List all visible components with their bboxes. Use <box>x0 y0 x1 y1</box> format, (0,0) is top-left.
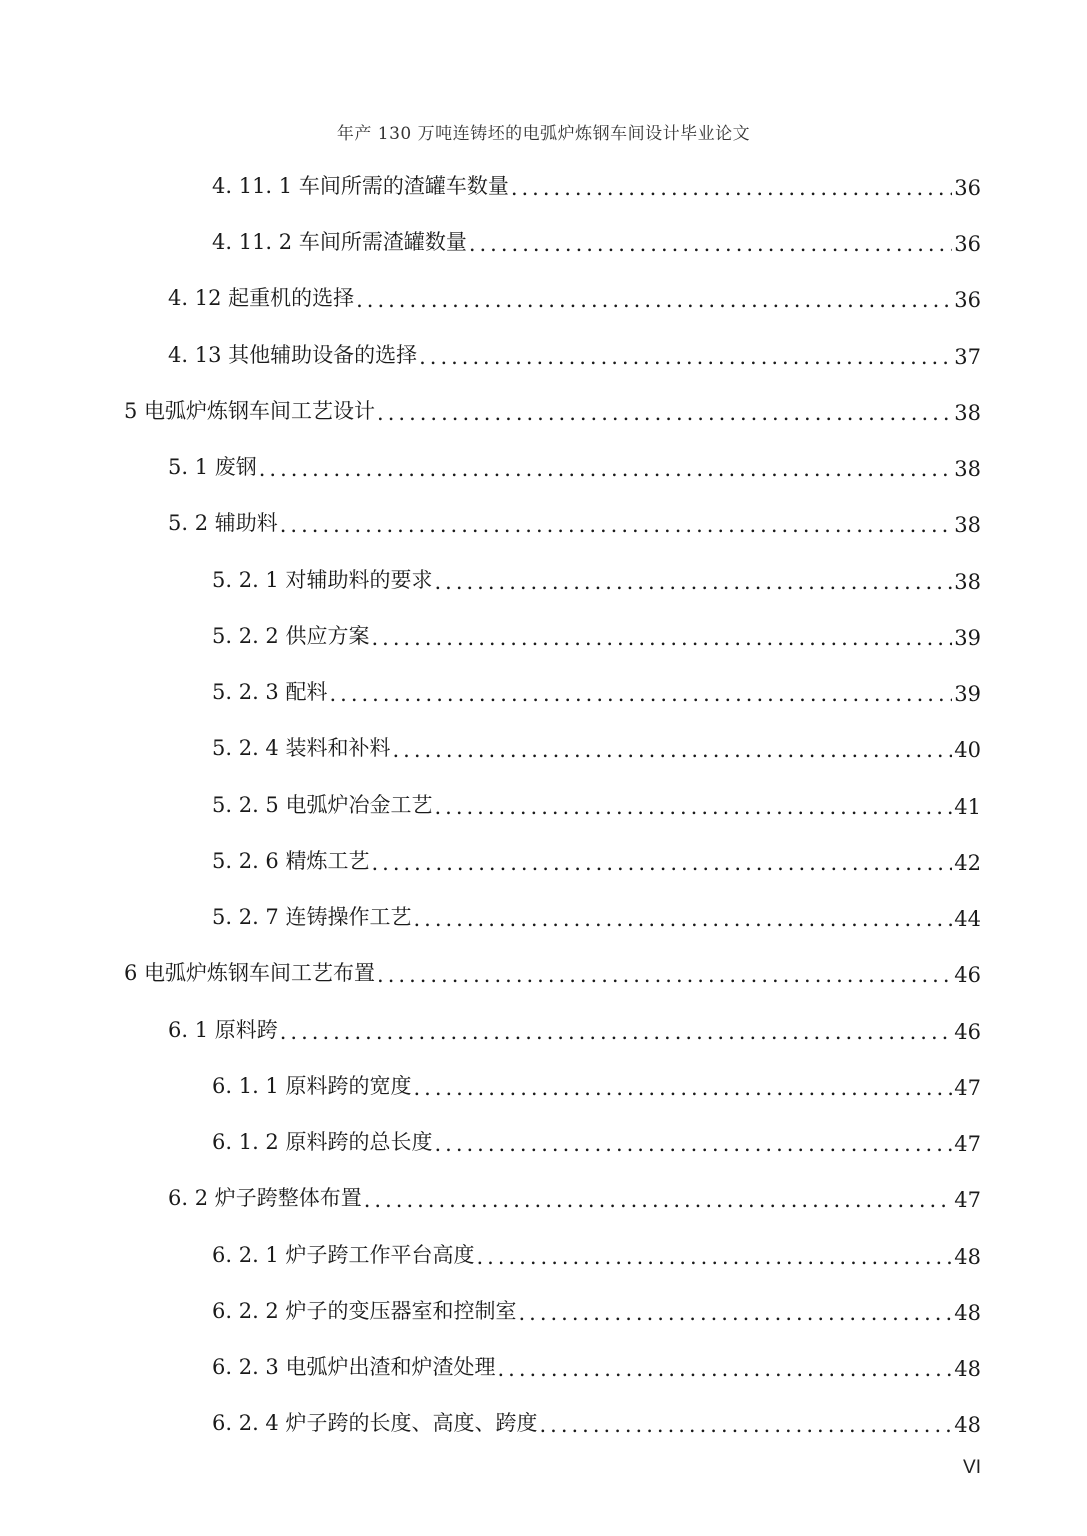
toc-entry-page: 37 <box>954 345 981 369</box>
page-header-title: 年产 130 万吨连铸坯的电弧炉炼钢车间设计毕业论文 <box>336 124 751 144</box>
toc-dot-leader <box>434 795 952 819</box>
toc-entry-title: 5. 1 废钢 <box>168 455 257 479</box>
toc-entry-page: 42 <box>954 851 981 875</box>
toc-entry-page: 47 <box>954 1132 981 1156</box>
toc-entry-title: 4. 13 其他辅助设备的选择 <box>168 343 418 367</box>
toc-dot-leader <box>377 401 952 425</box>
toc-entry[interactable] <box>212 1285 981 1325</box>
toc-entry-page: 47 <box>954 1188 981 1212</box>
toc-entry-title: 6. 2. 1 炉子跨工作平台高度 <box>212 1243 475 1267</box>
toc-entry-title: 6 电弧炉炼钢车间工艺布置 <box>124 961 376 985</box>
toc-entry[interactable] <box>212 1397 981 1437</box>
toc-dot-leader <box>413 907 952 931</box>
toc-entry-page: 47 <box>954 1076 981 1100</box>
toc-dot-leader <box>259 457 953 481</box>
toc-entry-title: 5. 2. 4 装料和补料 <box>212 736 391 760</box>
toc-entry-page: 38 <box>954 570 981 594</box>
toc-entry-page: 41 <box>954 795 981 819</box>
toc-entry-page: 40 <box>954 738 981 762</box>
toc-entry[interactable] <box>212 835 981 875</box>
toc-entry[interactable] <box>212 554 981 594</box>
toc-entry[interactable] <box>212 666 981 706</box>
toc-dot-leader <box>371 626 952 650</box>
toc-entry[interactable] <box>124 385 981 425</box>
toc-entry-title: 6. 2. 3 电弧炉出渣和炉渣处理 <box>212 1355 496 1379</box>
toc-entry-title: 5. 2. 2 供应方案 <box>212 624 370 648</box>
toc-entry[interactable] <box>212 1116 981 1156</box>
toc-entry-page: 44 <box>954 907 981 931</box>
toc-entry[interactable] <box>168 1172 981 1212</box>
toc-entry-title: 5. 2 辅助料 <box>168 511 278 535</box>
toc-dot-leader <box>413 1076 952 1100</box>
toc-entry-title: 5. 2. 7 连铸操作工艺 <box>212 905 412 929</box>
toc-dot-leader <box>280 1020 953 1044</box>
toc-entry-page: 39 <box>954 626 981 650</box>
toc-entry-page: 36 <box>954 232 981 256</box>
toc-dot-leader <box>518 1301 952 1325</box>
toc-dot-leader <box>356 288 952 312</box>
toc-entry[interactable] <box>212 779 981 819</box>
toc-dot-leader <box>419 345 952 369</box>
toc-dot-leader <box>539 1413 952 1437</box>
toc-dot-leader <box>392 738 952 762</box>
toc-entry-title: 6. 1. 2 原料跨的总长度 <box>212 1130 433 1154</box>
toc-entry-page: 38 <box>954 513 981 537</box>
toc-entry[interactable] <box>212 160 981 200</box>
toc-entry-title: 6. 2. 4 炉子跨的长度、高度、跨度 <box>212 1411 538 1435</box>
toc-entry[interactable] <box>212 722 981 762</box>
toc-entry-title: 6. 1 原料跨 <box>168 1018 278 1042</box>
toc-entry[interactable] <box>212 891 981 931</box>
toc-dot-leader <box>469 232 952 256</box>
toc-entry-page: 36 <box>954 176 981 200</box>
toc-entry-title: 5 电弧炉炼钢车间工艺设计 <box>124 399 376 423</box>
toc-dot-leader <box>511 176 952 200</box>
toc-entry[interactable] <box>212 610 981 650</box>
toc-entry-title: 4. 12 起重机的选择 <box>168 286 355 310</box>
toc-entry[interactable] <box>168 329 981 369</box>
toc-entry-title: 4. 11. 2 车间所需渣罐数量 <box>212 230 467 254</box>
toc-entry-title: 5. 2. 6 精炼工艺 <box>212 849 370 873</box>
toc-entry[interactable] <box>212 216 981 256</box>
toc-entry[interactable] <box>168 441 981 481</box>
toc-entry-page: 48 <box>954 1413 981 1437</box>
toc-entry[interactable] <box>212 1341 981 1381</box>
toc-dot-leader <box>280 513 953 537</box>
toc-entry[interactable] <box>124 947 981 987</box>
toc-dot-leader <box>497 1357 952 1381</box>
toc-entry-title: 6. 1. 1 原料跨的宽度 <box>212 1074 412 1098</box>
toc-entry-title: 5. 2. 3 配料 <box>212 680 328 704</box>
toc-entry-title: 4. 11. 1 车间所需的渣罐车数量 <box>212 174 509 198</box>
toc-entry[interactable] <box>212 1229 981 1269</box>
toc-entry-page: 48 <box>954 1301 981 1325</box>
toc-dot-leader <box>329 682 952 706</box>
toc-dot-leader <box>434 570 952 594</box>
toc-entry-page: 46 <box>954 1020 981 1044</box>
toc-entry-page: 48 <box>954 1357 981 1381</box>
toc-entry-page: 38 <box>954 457 981 481</box>
toc-entry-page: 36 <box>954 288 981 312</box>
toc-dot-leader <box>364 1188 953 1212</box>
toc-entry-title: 5. 2. 1 对辅助料的要求 <box>212 568 433 592</box>
toc-entry[interactable] <box>168 1004 981 1044</box>
toc-entry-page: 38 <box>954 401 981 425</box>
toc-entry-page: 46 <box>954 963 981 987</box>
toc-entry[interactable] <box>168 497 981 537</box>
toc-entry-title: 6. 2 炉子跨整体布置 <box>168 1186 362 1210</box>
toc-entry[interactable] <box>212 1060 981 1100</box>
toc-dot-leader <box>476 1245 952 1269</box>
toc-dot-leader <box>371 851 952 875</box>
toc-entry-page: 39 <box>954 682 981 706</box>
toc-entry-page: 48 <box>954 1245 981 1269</box>
toc-dot-leader <box>377 963 952 987</box>
page-number: VI <box>963 1457 981 1478</box>
toc-dot-leader <box>434 1132 952 1156</box>
toc-entry[interactable] <box>168 272 981 312</box>
toc-entry-title: 5. 2. 5 电弧炉冶金工艺 <box>212 793 433 817</box>
toc-entry-title: 6. 2. 2 炉子的变压器室和控制室 <box>212 1299 517 1323</box>
